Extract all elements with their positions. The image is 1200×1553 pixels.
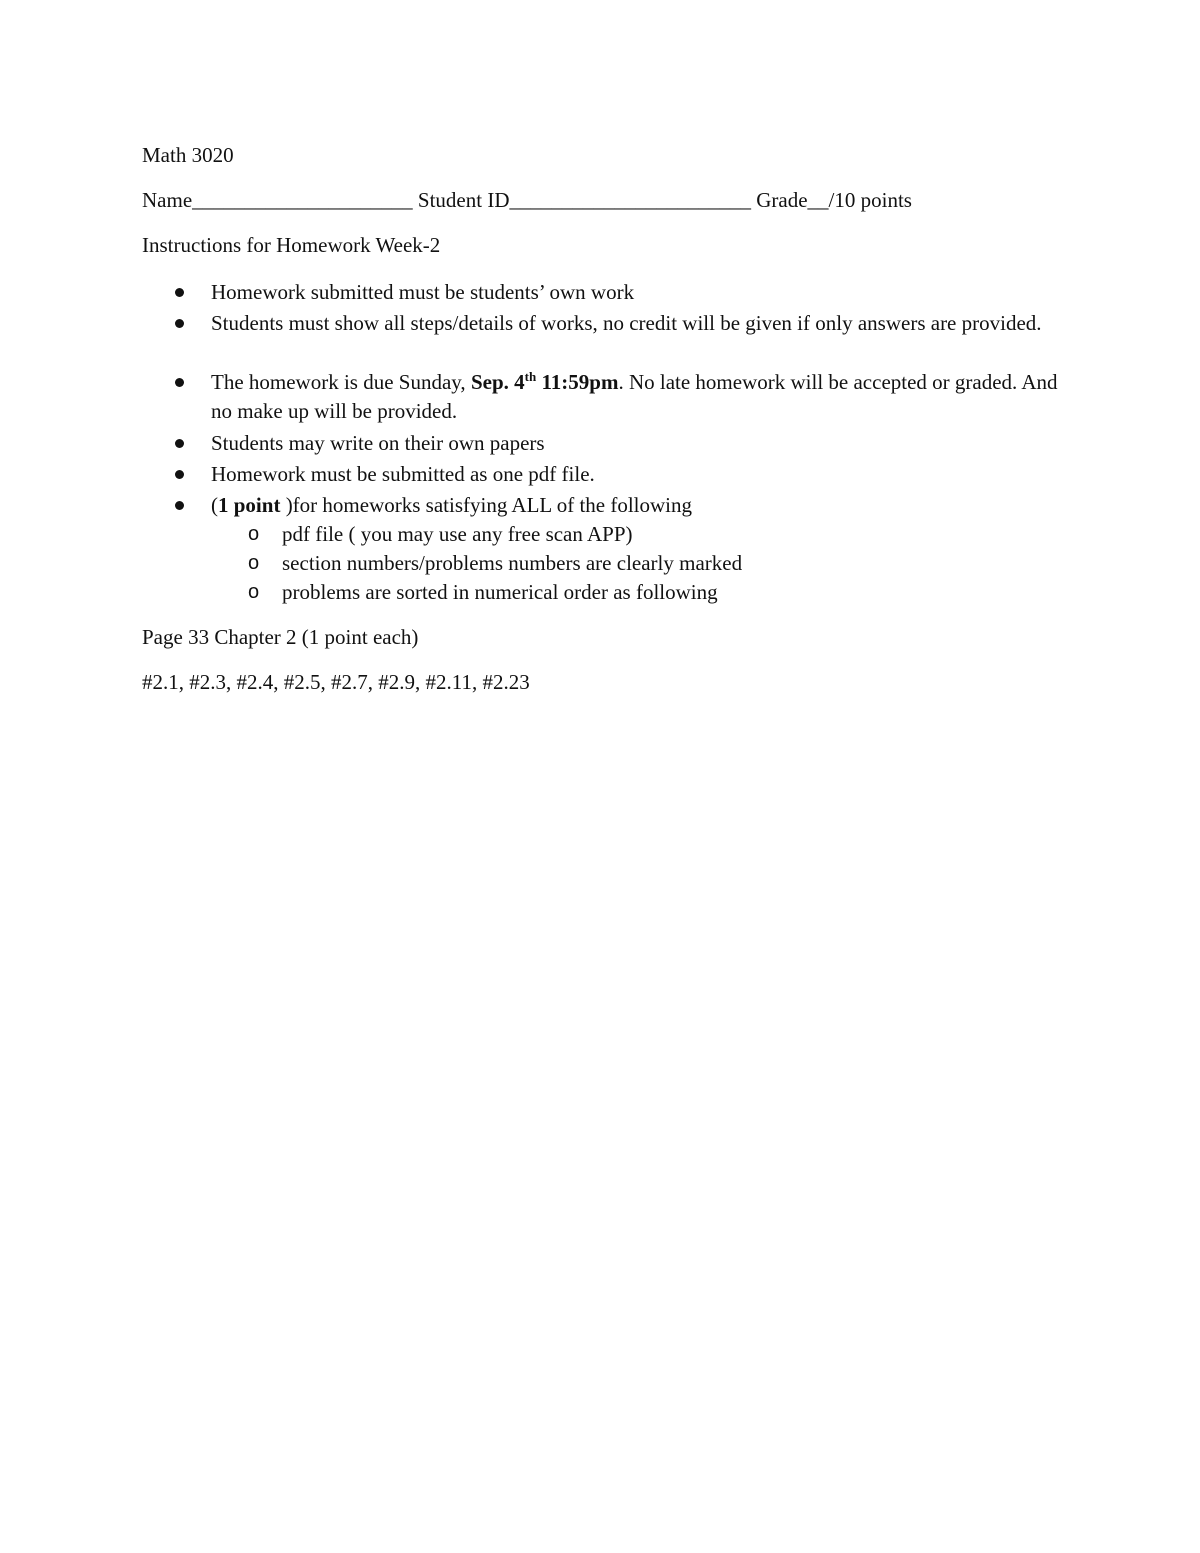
bullet-text: Homework must be submitted as one pdf file. (211, 462, 595, 486)
sub-bullet-text: section numbers/problems numbers are clearly marked (282, 551, 743, 575)
bullet-icon (175, 378, 184, 387)
list-item (211, 491, 1061, 520)
circle-bullet-icon: o (248, 581, 260, 603)
chapter-reference: Page 33 Chapter 2 (1 point each) (142, 625, 419, 649)
name-field: Name_____________________ (142, 188, 413, 212)
due-pre: The homework is due Sunday, (211, 370, 471, 394)
problem-list: #2.1, #2.3, #2.4, #2.5, #2.7, #2.9, #2.11, #2.23 (142, 670, 530, 694)
due-time: 11:59pm (536, 370, 619, 394)
bullet-icon (175, 288, 184, 297)
list-item (211, 460, 1061, 489)
point-bold: 1 point (218, 493, 281, 517)
list-item (211, 429, 1061, 458)
list-item (211, 278, 1061, 307)
grade-field: Grade__/10 points (756, 188, 912, 212)
instructions-heading: Instructions for Homework Week-2 (142, 233, 441, 257)
sub-list-item (248, 549, 743, 578)
due-date: Sep. 4 (470, 370, 525, 394)
sub-list-item (248, 578, 718, 607)
sub-bullet-text: pdf file ( you may use any free scan APP) (282, 522, 633, 546)
point-rest: )for homeworks satisfying ALL of the following (280, 493, 693, 517)
bullet-text: Homework submitted must be students’ own work (211, 280, 635, 304)
list-item (211, 309, 1061, 338)
circle-bullet-icon: o (248, 523, 260, 545)
sub-bullet-text: problems are sorted in numerical order as following (282, 580, 718, 604)
sub-list-item (248, 520, 633, 549)
point-open: ( (211, 493, 218, 517)
due-date-suffix: th (524, 369, 537, 384)
course-title: Math 3020 (142, 143, 234, 167)
bullet-icon (175, 470, 184, 479)
circle-bullet-icon: o (248, 552, 260, 574)
student-id-field: Student ID_______________________ (417, 188, 751, 212)
bullet-text: Students may write on their own papers (211, 431, 545, 455)
student-info-line (142, 186, 912, 215)
bullet-icon (175, 439, 184, 448)
list-item (211, 368, 1061, 426)
bullet-text: Students must show all steps/details of works, no credit will be given if only answers are provided. (211, 311, 1042, 335)
bullet-icon (175, 501, 184, 510)
due-post: . No late homework will be accepted or graded. And no make up will be provided. (211, 370, 1058, 423)
bullet-icon (175, 319, 184, 328)
